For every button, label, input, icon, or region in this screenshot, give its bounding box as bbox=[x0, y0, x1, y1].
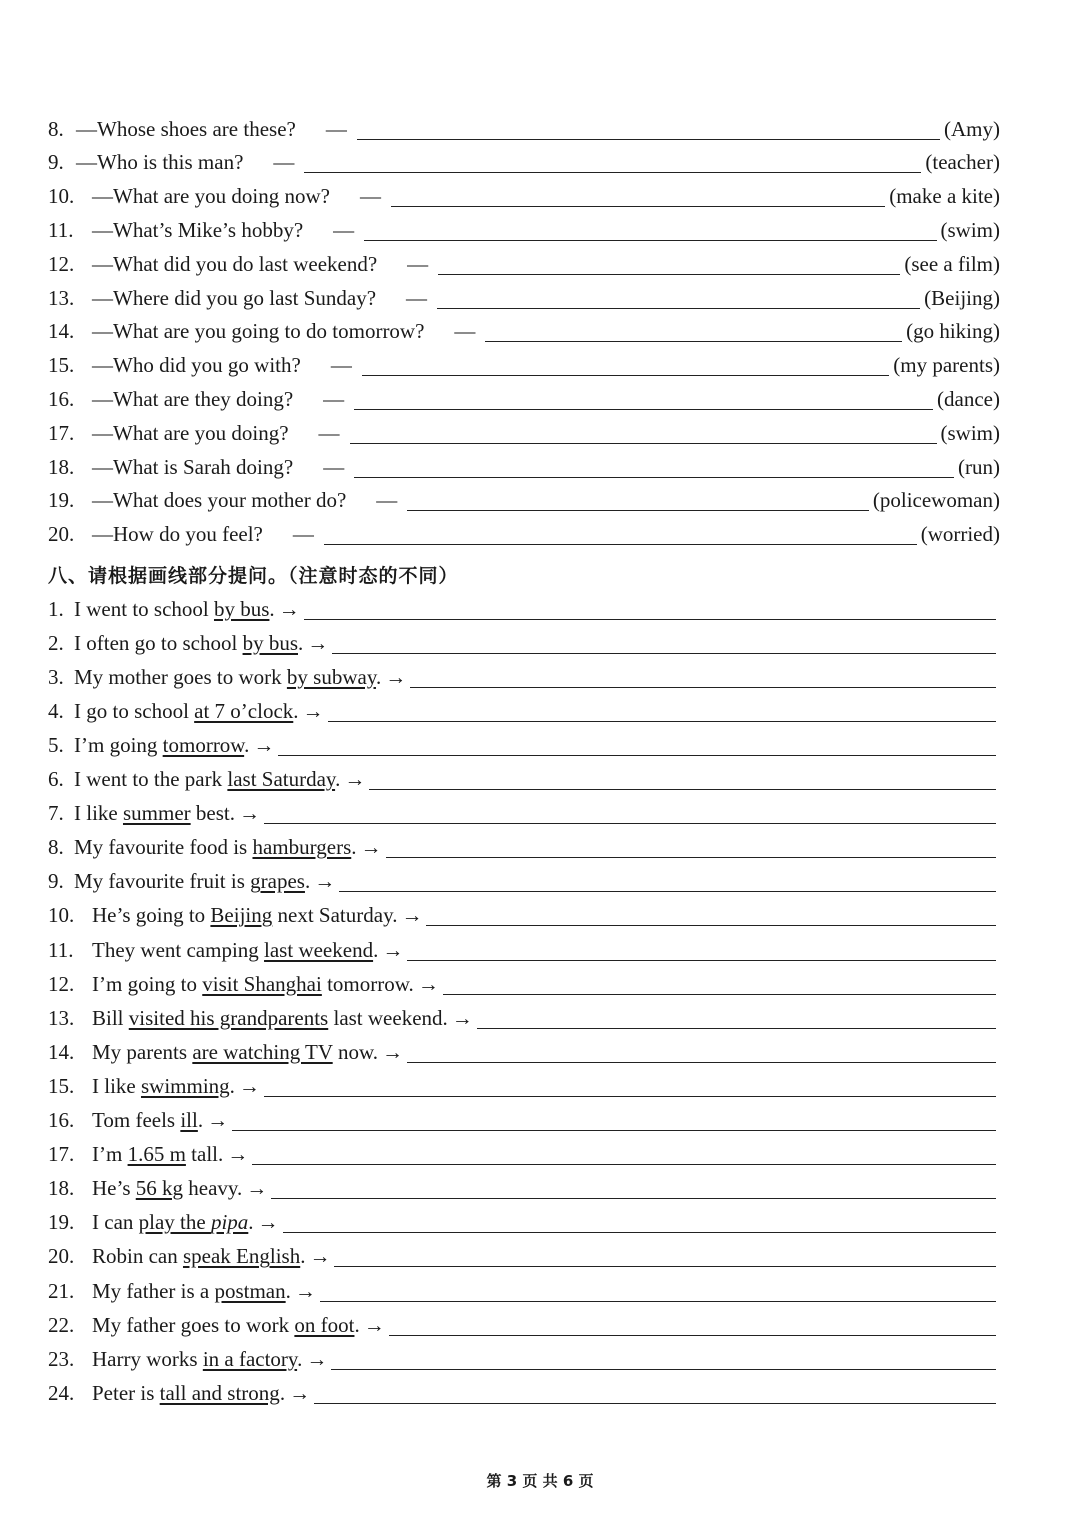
arrow-icon: → bbox=[207, 1108, 229, 1132]
underlined-part: hamburgers bbox=[252, 835, 352, 860]
arrow-icon: → bbox=[302, 698, 324, 723]
question-text: —Who is this man? bbox=[76, 150, 244, 175]
underlined-part: 56 kg bbox=[135, 1176, 183, 1201]
underlined-part: on foot bbox=[294, 1312, 355, 1337]
underlined-part: grapes bbox=[250, 869, 305, 894]
underlined-part: tomorrow bbox=[162, 732, 245, 757]
sentence-post: . bbox=[375, 664, 382, 689]
underlined-part: Beijing bbox=[210, 903, 273, 928]
question-number: 17. bbox=[48, 420, 75, 445]
question-row bbox=[48, 660, 1000, 694]
sentence bbox=[92, 1074, 235, 1099]
underlined-part: visit Shanghai bbox=[202, 971, 322, 996]
sentence bbox=[74, 733, 249, 758]
underlined-italic: pipa bbox=[210, 1210, 249, 1235]
question-text: —What are you doing? bbox=[92, 420, 289, 445]
answer-blank[interactable] bbox=[332, 633, 996, 654]
sentence bbox=[92, 1313, 360, 1338]
sentence-pre: He’s going to bbox=[92, 903, 211, 928]
sentence-post: next Saturday. bbox=[272, 903, 398, 928]
question-number: 11. bbox=[48, 217, 74, 242]
question-row bbox=[48, 1069, 1000, 1103]
question-text: —What does your mother do? bbox=[92, 488, 347, 513]
sentence bbox=[92, 1381, 285, 1406]
answer-blank[interactable] bbox=[339, 871, 996, 892]
arrow-icon: → bbox=[417, 971, 439, 996]
question-number: 9. bbox=[48, 869, 64, 894]
question-number: 6. bbox=[48, 767, 64, 791]
sentence-post: last weekend. bbox=[328, 1005, 448, 1030]
underlined-part: are watching TV bbox=[192, 1039, 333, 1064]
answer-blank[interactable] bbox=[350, 423, 937, 444]
answer-hint: (make a kite) bbox=[889, 184, 1000, 209]
sentence bbox=[92, 1108, 203, 1133]
sentence-pre: I often go to school bbox=[74, 630, 243, 655]
question-row bbox=[48, 1206, 1000, 1240]
question-number: 9. bbox=[48, 150, 64, 175]
question-number: 7. bbox=[48, 801, 64, 826]
sentence-post: . bbox=[354, 1312, 360, 1337]
arrow-icon: → bbox=[363, 1312, 385, 1337]
answer-blank[interactable] bbox=[354, 389, 933, 410]
question-number: 13. bbox=[48, 285, 75, 310]
underlined-part: visited his grandparents bbox=[128, 1005, 329, 1030]
sentence bbox=[74, 869, 310, 894]
question-number: 10. bbox=[48, 184, 75, 209]
sentence-pre: My father is a bbox=[92, 1278, 215, 1303]
arrow-icon: → bbox=[294, 1278, 316, 1303]
sentence-pre: He’s bbox=[92, 1176, 136, 1201]
question-number: 24. bbox=[48, 1380, 75, 1405]
question-row bbox=[48, 315, 1000, 349]
answer-dash: — bbox=[273, 150, 295, 175]
sentence bbox=[92, 1142, 223, 1167]
sentence-post: now. bbox=[332, 1039, 378, 1064]
underlined-part: speak English bbox=[182, 1244, 301, 1269]
question-number: 13. bbox=[48, 1005, 75, 1030]
arrow-icon: → bbox=[227, 1142, 249, 1167]
answer-dash: — bbox=[407, 251, 429, 276]
question-row bbox=[48, 1035, 1000, 1069]
question-row bbox=[48, 626, 1000, 660]
sentence-pre: I like bbox=[74, 801, 123, 826]
sentence-pre: I like bbox=[92, 1073, 141, 1098]
sentence bbox=[74, 767, 340, 792]
question-number: 5. bbox=[48, 732, 64, 757]
arrow-icon: → bbox=[289, 1380, 311, 1405]
answer-hint: (run) bbox=[958, 454, 1000, 479]
question-number: 23. bbox=[48, 1346, 75, 1371]
answer-blank[interactable] bbox=[443, 974, 996, 995]
answer-hint: (see a film) bbox=[904, 251, 1000, 276]
answer-blank[interactable] bbox=[354, 457, 954, 478]
arrow-icon: → bbox=[278, 596, 300, 621]
question-number: 18. bbox=[48, 454, 75, 479]
question-row bbox=[48, 1138, 1000, 1172]
arrow-icon: → bbox=[306, 1346, 328, 1371]
question-row bbox=[48, 933, 1000, 967]
question-row bbox=[48, 797, 1000, 831]
question-row bbox=[48, 763, 1000, 797]
sentence-post: tall. bbox=[185, 1142, 224, 1167]
answer-blank[interactable] bbox=[407, 490, 869, 511]
answer-hint: (teacher) bbox=[925, 150, 1000, 175]
question-number: 14. bbox=[48, 1039, 75, 1064]
underlined-part: 1.65 m bbox=[127, 1142, 186, 1167]
sentence-post: . bbox=[298, 630, 304, 655]
question-number: 20. bbox=[48, 1244, 75, 1269]
answer-blank[interactable] bbox=[410, 667, 996, 688]
sentence bbox=[92, 1244, 305, 1269]
section-heading: 八、请根据画线部分提问。（注意时态的不同） bbox=[48, 564, 459, 587]
sentence-post: . bbox=[335, 767, 341, 791]
sentence bbox=[92, 1210, 254, 1235]
sentence-post: . bbox=[229, 1073, 235, 1098]
question-row bbox=[48, 382, 1000, 416]
question-row bbox=[48, 213, 1000, 247]
question-row bbox=[48, 112, 1000, 146]
sentence-pre: They went camping bbox=[92, 937, 265, 962]
sentence bbox=[92, 1347, 302, 1372]
answer-hint: (Beijing) bbox=[924, 285, 1000, 310]
sentence-post: . bbox=[279, 1380, 286, 1405]
answer-blank[interactable] bbox=[283, 1212, 996, 1233]
question-number: 1. bbox=[48, 596, 64, 621]
question-row bbox=[48, 1240, 1000, 1274]
answer-hint: (Amy) bbox=[944, 116, 1000, 141]
sentence-post: best. bbox=[190, 801, 235, 826]
sentence-pre: Bill bbox=[92, 1005, 129, 1030]
question-text: —What are you going to do tomorrow? bbox=[92, 319, 425, 344]
arrow-icon: → bbox=[382, 937, 404, 962]
sentence bbox=[74, 597, 275, 622]
arrow-icon: → bbox=[309, 1244, 331, 1269]
question-number: 14. bbox=[48, 319, 75, 344]
sentence bbox=[74, 699, 299, 724]
sentence-pre: I went to the park bbox=[74, 767, 228, 791]
arrow-icon: → bbox=[238, 1073, 260, 1098]
underlined-part: last Saturday bbox=[227, 767, 336, 791]
answer-blank[interactable] bbox=[364, 220, 936, 241]
sentence-post: . bbox=[304, 869, 311, 894]
sentence-post: . bbox=[300, 1244, 306, 1269]
underlined-part: in a factory bbox=[202, 1346, 298, 1371]
question-row bbox=[48, 865, 1000, 899]
answer-blank[interactable] bbox=[264, 803, 996, 824]
sentence bbox=[92, 972, 414, 997]
question-number: 3. bbox=[48, 664, 64, 689]
answer-dash: — bbox=[318, 420, 340, 445]
question-number: 15. bbox=[48, 353, 75, 378]
arrow-icon: → bbox=[401, 903, 423, 928]
underlined-part: swimming bbox=[140, 1073, 230, 1098]
question-number: 12. bbox=[48, 251, 75, 276]
answer-hint: (dance) bbox=[937, 386, 1000, 411]
answer-blank[interactable] bbox=[357, 119, 940, 140]
sentence bbox=[74, 631, 303, 656]
question-row bbox=[48, 1308, 1000, 1342]
answer-blank[interactable] bbox=[369, 769, 996, 790]
answer-blank[interactable] bbox=[362, 355, 889, 376]
question-row bbox=[48, 180, 1000, 214]
underlined-part: tall and strong bbox=[159, 1380, 280, 1405]
question-row bbox=[48, 518, 1000, 552]
sentence-post: . bbox=[351, 835, 357, 860]
answer-blank[interactable] bbox=[386, 837, 997, 858]
answer-hint: (swim) bbox=[940, 420, 1000, 445]
sentence-pre: I can bbox=[92, 1210, 139, 1235]
answer-blank[interactable] bbox=[252, 1144, 996, 1165]
answer-blank[interactable] bbox=[314, 1383, 996, 1404]
answer-dash: — bbox=[359, 184, 381, 209]
answer-hint: (swim) bbox=[940, 217, 1000, 242]
sentence-pre: Tom feels bbox=[92, 1108, 181, 1132]
question-number: 4. bbox=[48, 698, 64, 723]
arrow-icon: → bbox=[246, 1176, 268, 1201]
answer-blank[interactable] bbox=[407, 1042, 996, 1063]
arrow-icon: → bbox=[238, 801, 260, 826]
answer-blank[interactable] bbox=[324, 524, 917, 545]
answer-dash: — bbox=[333, 217, 355, 242]
answer-blank[interactable] bbox=[389, 1315, 996, 1336]
answer-blank[interactable] bbox=[232, 1110, 996, 1131]
arrow-icon: → bbox=[253, 732, 275, 757]
arrow-icon: → bbox=[257, 1210, 279, 1235]
answer-blank[interactable] bbox=[485, 321, 902, 342]
question-row bbox=[48, 146, 1000, 180]
sentence-pre: My favourite fruit is bbox=[74, 869, 251, 894]
question-row bbox=[48, 1376, 1000, 1410]
arrow-icon: → bbox=[451, 1005, 473, 1030]
answer-dash: — bbox=[323, 454, 345, 479]
sentence bbox=[74, 665, 381, 690]
question-text: —What’s Mike’s hobby? bbox=[92, 217, 304, 242]
question-number: 12. bbox=[48, 971, 75, 996]
question-number: 19. bbox=[48, 1210, 75, 1235]
sentence-pre: My parents bbox=[92, 1039, 193, 1064]
question-row bbox=[48, 1274, 1000, 1308]
arrow-icon: → bbox=[382, 1039, 403, 1064]
underlined-part: at 7 o’clock bbox=[194, 698, 294, 723]
underlined-part: postman bbox=[214, 1278, 286, 1303]
answer-blank[interactable] bbox=[271, 1178, 996, 1199]
sentence-post: . bbox=[293, 698, 299, 723]
question-row bbox=[48, 831, 1000, 865]
sentence-pre: Harry works bbox=[92, 1346, 203, 1371]
sentence-pre: I’m going to bbox=[92, 971, 203, 996]
question-number: 22. bbox=[48, 1312, 75, 1337]
question-row bbox=[48, 967, 1000, 1001]
question-number: 16. bbox=[48, 386, 75, 411]
page-footer: 第 3 页 共 6 页 bbox=[486, 1472, 594, 1490]
sentence-pre: Robin can bbox=[92, 1244, 183, 1269]
answer-hint: (worried) bbox=[920, 522, 1000, 547]
question-text: —Whose shoes are these? bbox=[76, 116, 296, 141]
answer-dash: — bbox=[406, 285, 428, 310]
answer-blank[interactable] bbox=[437, 288, 920, 309]
sentence bbox=[74, 801, 235, 826]
sentence-post: . bbox=[285, 1278, 291, 1303]
question-text: —Who did you go with? bbox=[92, 353, 301, 378]
question-row bbox=[48, 592, 1000, 626]
sentence-post: . bbox=[297, 1346, 303, 1371]
answer-dash: — bbox=[376, 488, 398, 513]
sentence bbox=[92, 1176, 242, 1201]
question-row bbox=[48, 484, 1000, 518]
question-row bbox=[48, 694, 1000, 728]
sentence-pre: Peter is bbox=[92, 1380, 160, 1405]
answer-hint: (go hiking) bbox=[906, 319, 1000, 344]
answer-blank[interactable] bbox=[320, 1281, 996, 1302]
question-number: 20. bbox=[48, 522, 75, 547]
answer-blank[interactable] bbox=[391, 186, 885, 207]
sentence-pre: I’m going bbox=[74, 732, 163, 757]
question-row bbox=[48, 1172, 1000, 1206]
question-text: —What are you doing now? bbox=[92, 184, 330, 209]
arrow-icon: → bbox=[385, 664, 407, 689]
question-row bbox=[48, 1001, 1000, 1035]
arrow-icon: → bbox=[307, 630, 329, 655]
question-text: —What are they doing? bbox=[92, 386, 294, 411]
arrow-icon: → bbox=[314, 869, 336, 894]
question-number: 18. bbox=[48, 1176, 75, 1201]
arrow-icon: → bbox=[360, 835, 382, 860]
question-number: 21. bbox=[48, 1278, 75, 1303]
question-row bbox=[48, 728, 1000, 762]
underlined-part: last weekend bbox=[264, 937, 374, 962]
sentence-pre: I went to school bbox=[74, 596, 214, 621]
answer-dash: — bbox=[292, 522, 314, 547]
sentence bbox=[74, 835, 357, 860]
question-text: —How do you feel? bbox=[92, 522, 263, 547]
underlined-part: summer bbox=[122, 801, 191, 826]
answer-blank[interactable] bbox=[407, 940, 996, 961]
question-number: 19. bbox=[48, 488, 75, 513]
sentence-post: . bbox=[248, 1210, 254, 1235]
sentence-pre: I go to school bbox=[74, 698, 195, 723]
question-row bbox=[48, 899, 1000, 933]
answer-blank[interactable] bbox=[477, 1008, 996, 1029]
answer-blank[interactable] bbox=[304, 152, 921, 173]
underlined-part: by subway bbox=[286, 664, 376, 689]
sentence-post: . bbox=[244, 732, 250, 757]
sentence bbox=[92, 1040, 378, 1065]
sentence-post: heavy. bbox=[183, 1176, 243, 1201]
question-number: 11. bbox=[48, 937, 74, 962]
answer-dash: — bbox=[323, 386, 345, 411]
sentence-pre: I’m bbox=[92, 1142, 128, 1167]
answer-dash: — bbox=[454, 319, 476, 344]
question-text: —Where did you go last Sunday? bbox=[92, 285, 377, 310]
answer-blank[interactable] bbox=[264, 1076, 996, 1097]
answer-blank[interactable] bbox=[328, 701, 996, 722]
sentence bbox=[92, 1279, 291, 1304]
sentence-post: tomorrow. bbox=[321, 971, 414, 996]
question-row bbox=[48, 247, 1000, 281]
question-row bbox=[48, 281, 1000, 315]
answer-blank[interactable] bbox=[304, 599, 996, 620]
underlined-part: by bus bbox=[242, 630, 298, 655]
question-number: 10. bbox=[48, 903, 75, 928]
question-number: 2. bbox=[48, 630, 64, 655]
question-row bbox=[48, 349, 1000, 383]
question-number: 17. bbox=[48, 1142, 75, 1167]
question-number: 16. bbox=[48, 1108, 75, 1132]
answer-hint: (policewoman) bbox=[872, 488, 1000, 513]
answer-dash: — bbox=[330, 353, 352, 378]
answer-blank[interactable] bbox=[334, 1246, 996, 1267]
question-row bbox=[48, 450, 1000, 484]
arrow-icon: → bbox=[344, 767, 366, 791]
sentence bbox=[92, 1006, 448, 1031]
sentence-post: . bbox=[269, 596, 275, 621]
question-row bbox=[48, 416, 1000, 450]
question-text: —What did you do last weekend? bbox=[92, 251, 378, 276]
question-text: —What is Sarah doing? bbox=[92, 454, 294, 479]
answer-blank[interactable] bbox=[278, 735, 996, 756]
sentence-post: . bbox=[373, 937, 379, 962]
sentence-pre: My father goes to work bbox=[92, 1312, 295, 1337]
answer-dash: — bbox=[325, 116, 347, 141]
answer-hint: (my parents) bbox=[893, 353, 1000, 378]
sentence bbox=[92, 903, 397, 928]
question-row bbox=[48, 1104, 1000, 1138]
sentence-pre: My favourite food is bbox=[74, 835, 253, 860]
question-number: 8. bbox=[48, 116, 64, 141]
answer-blank[interactable] bbox=[438, 254, 900, 275]
question-row bbox=[48, 1342, 1000, 1376]
question-number: 8. bbox=[48, 835, 64, 860]
underlined-part: ill bbox=[180, 1108, 198, 1132]
underlined-part: by bus bbox=[213, 596, 270, 621]
answer-blank[interactable] bbox=[331, 1349, 996, 1370]
answer-blank[interactable] bbox=[426, 905, 996, 926]
underlined-part: play the bbox=[138, 1210, 211, 1235]
question-number: 15. bbox=[48, 1073, 75, 1098]
sentence bbox=[92, 938, 378, 963]
sentence-post: . bbox=[197, 1108, 204, 1132]
sentence-pre: My mother goes to work bbox=[74, 664, 287, 689]
